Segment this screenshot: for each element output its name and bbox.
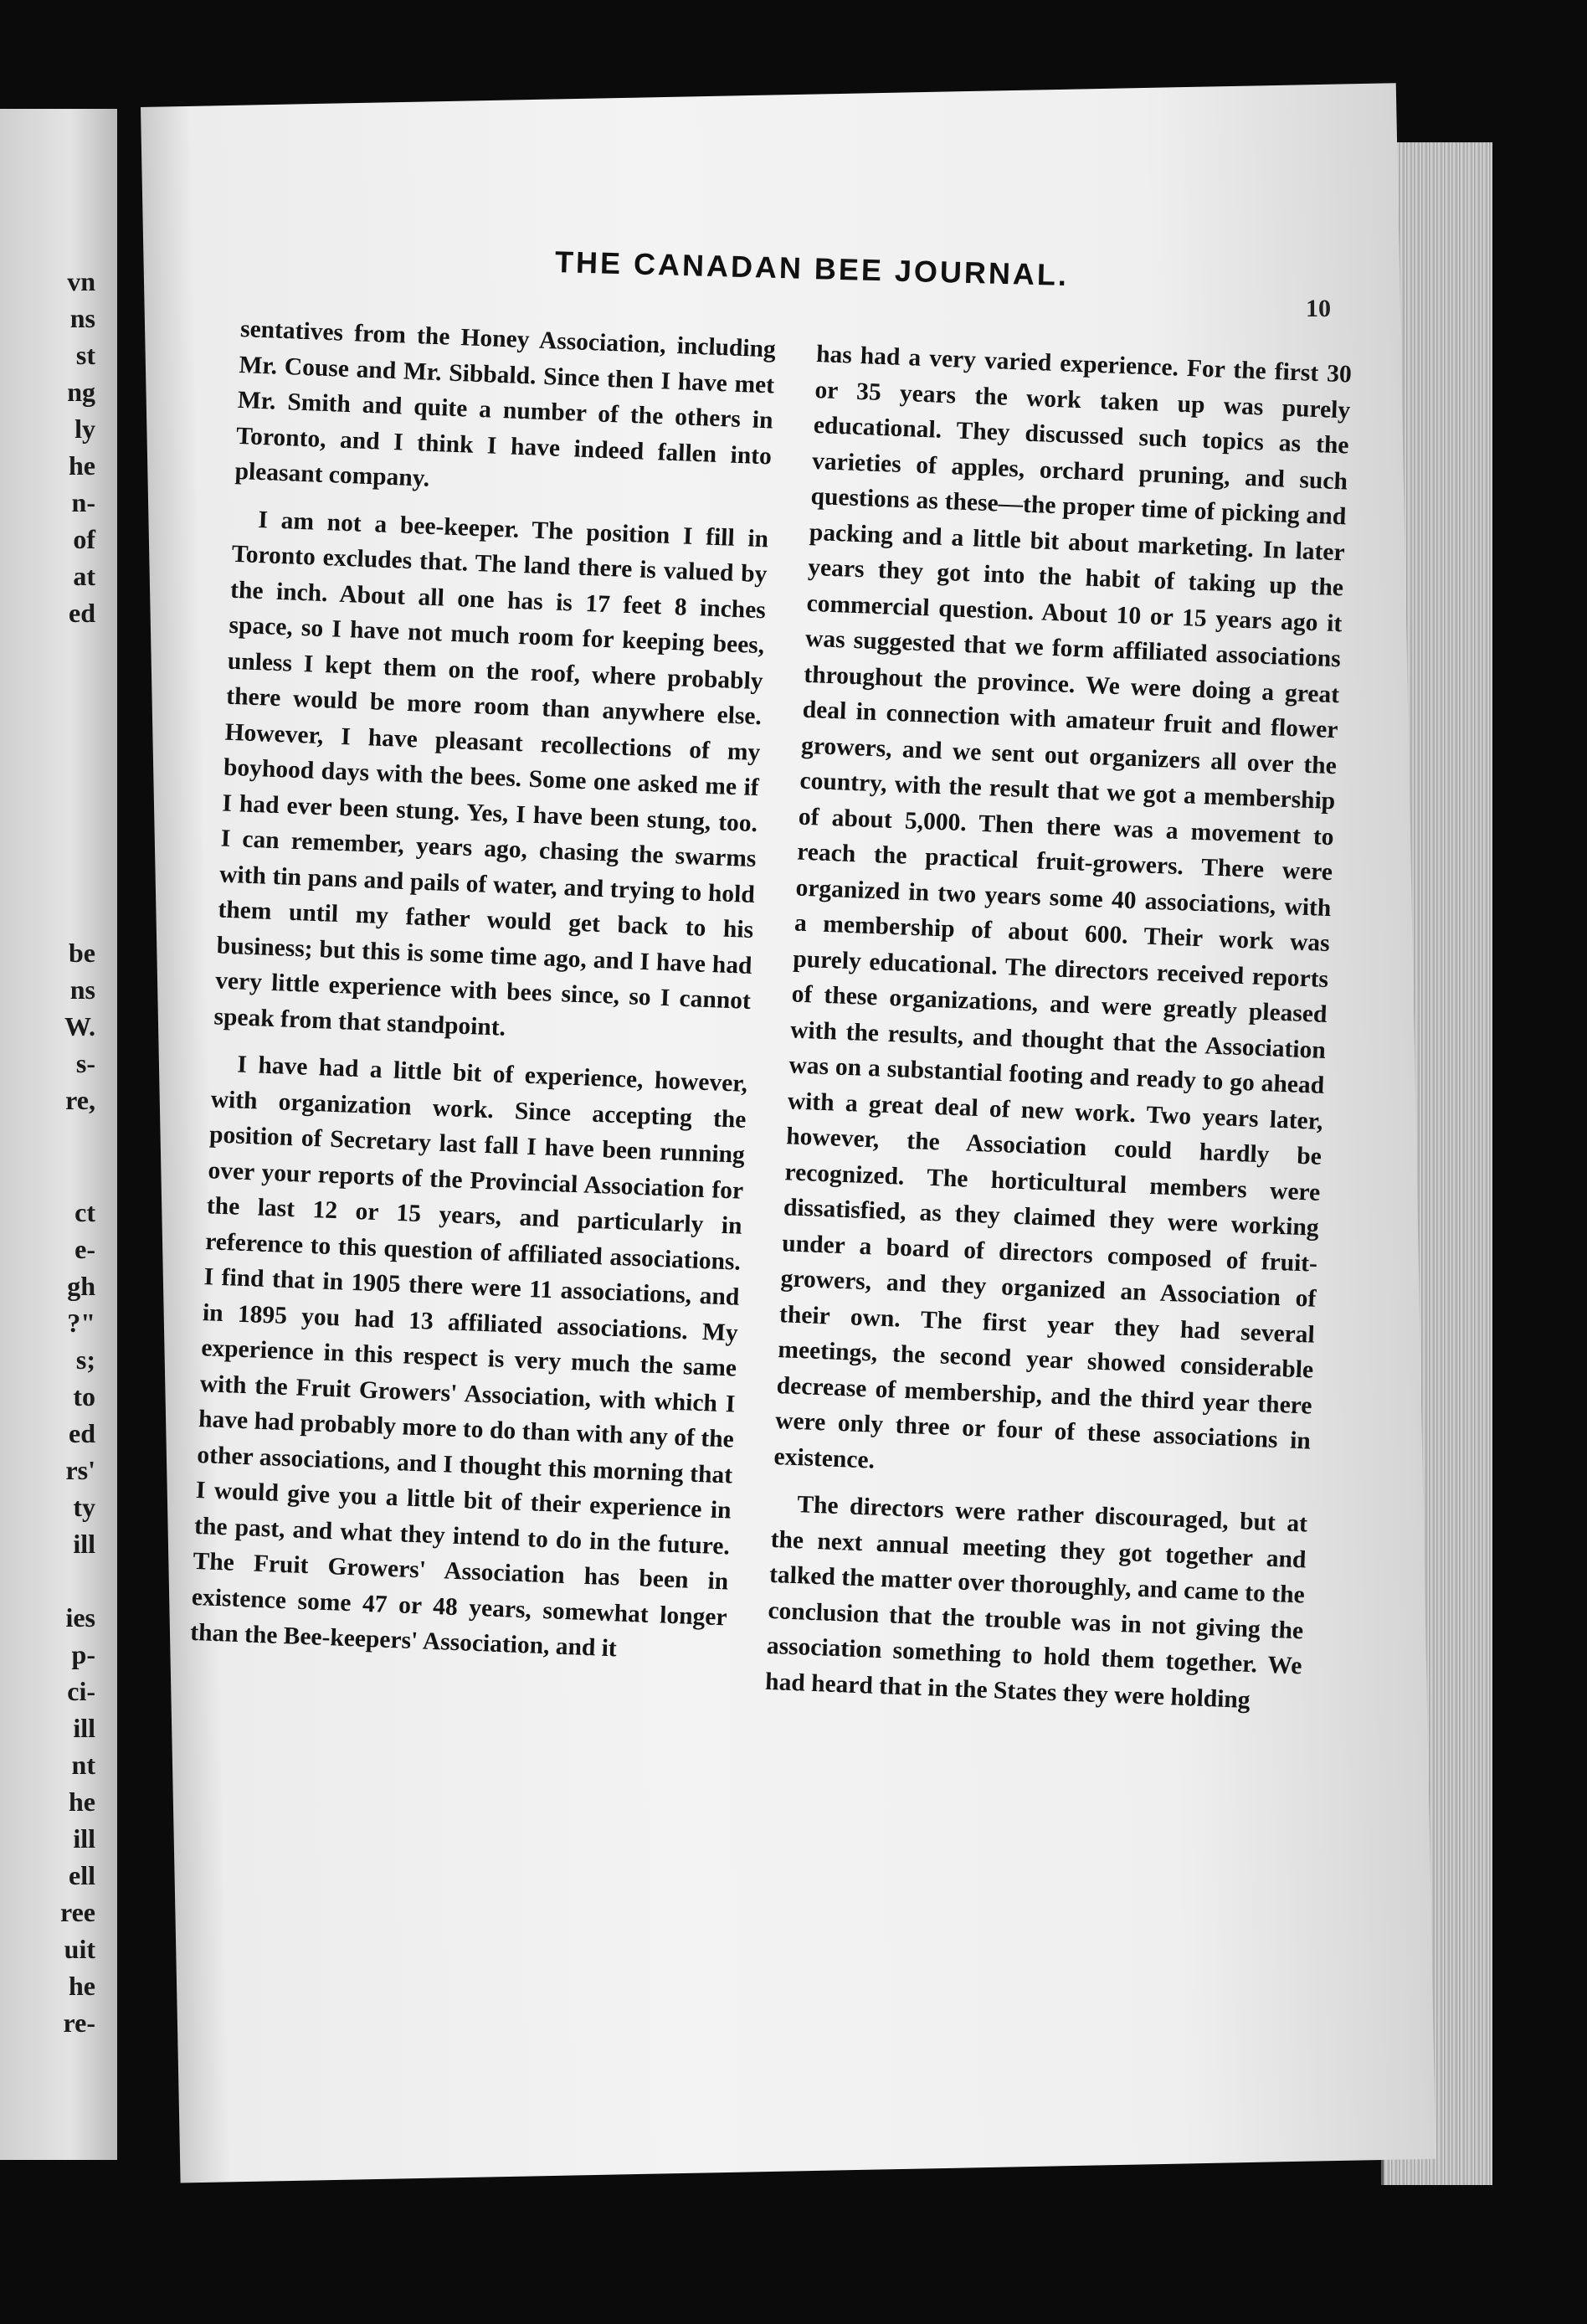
left-fragment: ns	[69, 974, 95, 1005]
left-fragment: ill	[73, 1529, 95, 1559]
paragraph: I am not a bee-keeper. The position I fill in Toronto excludes that. The land there is valued by the inch. About all one has is 17 feet 8 inches space, so I have not much room for keeping bees, unless I kept them on the roof, where probably there would be more room than anywhere else. However, I have pleasant recollections of my boyhood days with the bees. Some one asked me if I had ever been stung. Yes, I have been stung, too. I can remember, years ago, chasing the swarms with tin pans and pails of water, and trying to hold them until my father would get back to his business; but this is some time ago, and I have had very little experience with bees since, so I cannot speak from that standpoint.	[213, 506, 769, 1041]
left-fragment: he	[69, 1787, 95, 1817]
left-fragment: he	[69, 1971, 95, 2001]
left-fragment: s;	[75, 1345, 95, 1375]
text-column-right	[764, 337, 1352, 1720]
left-fragment: ill	[73, 1713, 95, 1743]
left-fragment: gh	[67, 1271, 95, 1301]
paragraph: The directors were rather discouraged, but at the next annual meeting they got together and talked the matter over thoroughly, and came to the conclusion that the trouble was in not giving the association something to hold them together. We had heard that in the States they were holding	[764, 1491, 1308, 1714]
left-fragment: nt	[71, 1750, 95, 1780]
left-fragment: W.	[64, 1011, 95, 1041]
left-fragment: ill	[73, 1823, 95, 1854]
left-fragment: ct	[74, 1197, 95, 1227]
left-fragment: ed	[69, 598, 95, 628]
left-fragment: ies	[65, 1602, 95, 1632]
left-fragment: ly	[74, 414, 95, 444]
left-fragment: he	[69, 450, 95, 481]
left-fragment: of	[73, 524, 95, 554]
left-fragment: ns	[69, 303, 95, 333]
left-fragment: be	[69, 938, 95, 968]
paragraph: I have had a little bit of experience, however, with organization work. Since accepting the position of Secretary last fall I have been running over your reports of the Provincial Association for the last 12 or 15 years, and particularly in reference to this question of affiliated associations. I find that in 1905 there were 11 associations, and in 1895 you had 13 affiliated associations. My experience in this respect is very much the same with the Fruit Growers' Association, with which I have had probably more to do than with any of the other associations, and I thought this morning that I would give you a little bit of their experience in the past, and what they intend to do in the future. The Fruit Growers' Association has been in existence some 47 or 48 years, somewhat longer than the Bee-keepers' Association, and it	[189, 1051, 748, 1663]
left-fragment: ci-	[67, 1676, 95, 1706]
paragraph: sentatives from the Honey Association, including Mr. Couse and Mr. Sibbald. Since then I have met Mr. Smith and quite a number of the others in Toronto, and I think I have indeed fallen into pleasant company.	[234, 315, 777, 492]
paragraph: has had a very varied experience. For the first 30 or 35 years the work taken up was purely educational. They discussed such topics as the varieties of apples, orchard pruning, and such questions as these—the proper time of picking and packing and a little bit about marketing. In later years they got into the habit of taking up the commercial question. About 10 or 15 years ago it was suggested that we form affiliated associations throughout the province. We were doing a great deal in connection with amateur fruit and flower growers, and we sent out organizers all over the country, with the result that we got a membership of about 5,000. Then there was a movement to reach the practical fruit-growers. There were organized in two years some 40 associations, with a membership of about 600. Their work was purely educational. The directors received reports of these organizations, and were greatly pleased with the results, and thought that the Association was on a substantial footing and ready to go ahead with a great deal of new work. Two years later, however, the Association could hardly be recognized. The horticultural members were dissatisfied, as they claimed they were working under a board of directors composed of fruit-growers, and they organized an Association of their own. The first year they had several meetings, the second year showed considerable decrease of membership, and the third year there were only three or four of these associations in existence.	[773, 340, 1353, 1474]
left-fragment: re,	[65, 1085, 95, 1115]
journal-title: THE CANADAN BEE JOURNAL.	[554, 244, 1070, 293]
left-fragment: ree	[59, 1897, 95, 1927]
left-fragment: ty	[73, 1492, 95, 1522]
page-number: 10	[1306, 295, 1331, 322]
left-fragment: ed	[69, 1418, 95, 1448]
left-fragment: s-	[75, 1048, 95, 1078]
text-column-left	[190, 311, 777, 1671]
left-fragment: vn	[67, 266, 95, 296]
left-fragment: st	[75, 340, 95, 370]
left-fragment: ?"	[67, 1308, 95, 1338]
left-fragment: p-	[71, 1639, 95, 1669]
left-fragment: re-	[63, 2008, 95, 2038]
left-fragment: n-	[71, 487, 95, 517]
left-fragment: ell	[69, 1860, 95, 1890]
left-fragment: uit	[64, 1934, 95, 1964]
left-page-edge	[0, 109, 117, 2160]
left-fragment: to	[73, 1381, 95, 1411]
left-fragment: at	[73, 561, 95, 591]
left-fragment: e-	[74, 1234, 95, 1264]
left-fragment: ng	[67, 377, 95, 407]
left-fragment: rs'	[65, 1455, 95, 1485]
